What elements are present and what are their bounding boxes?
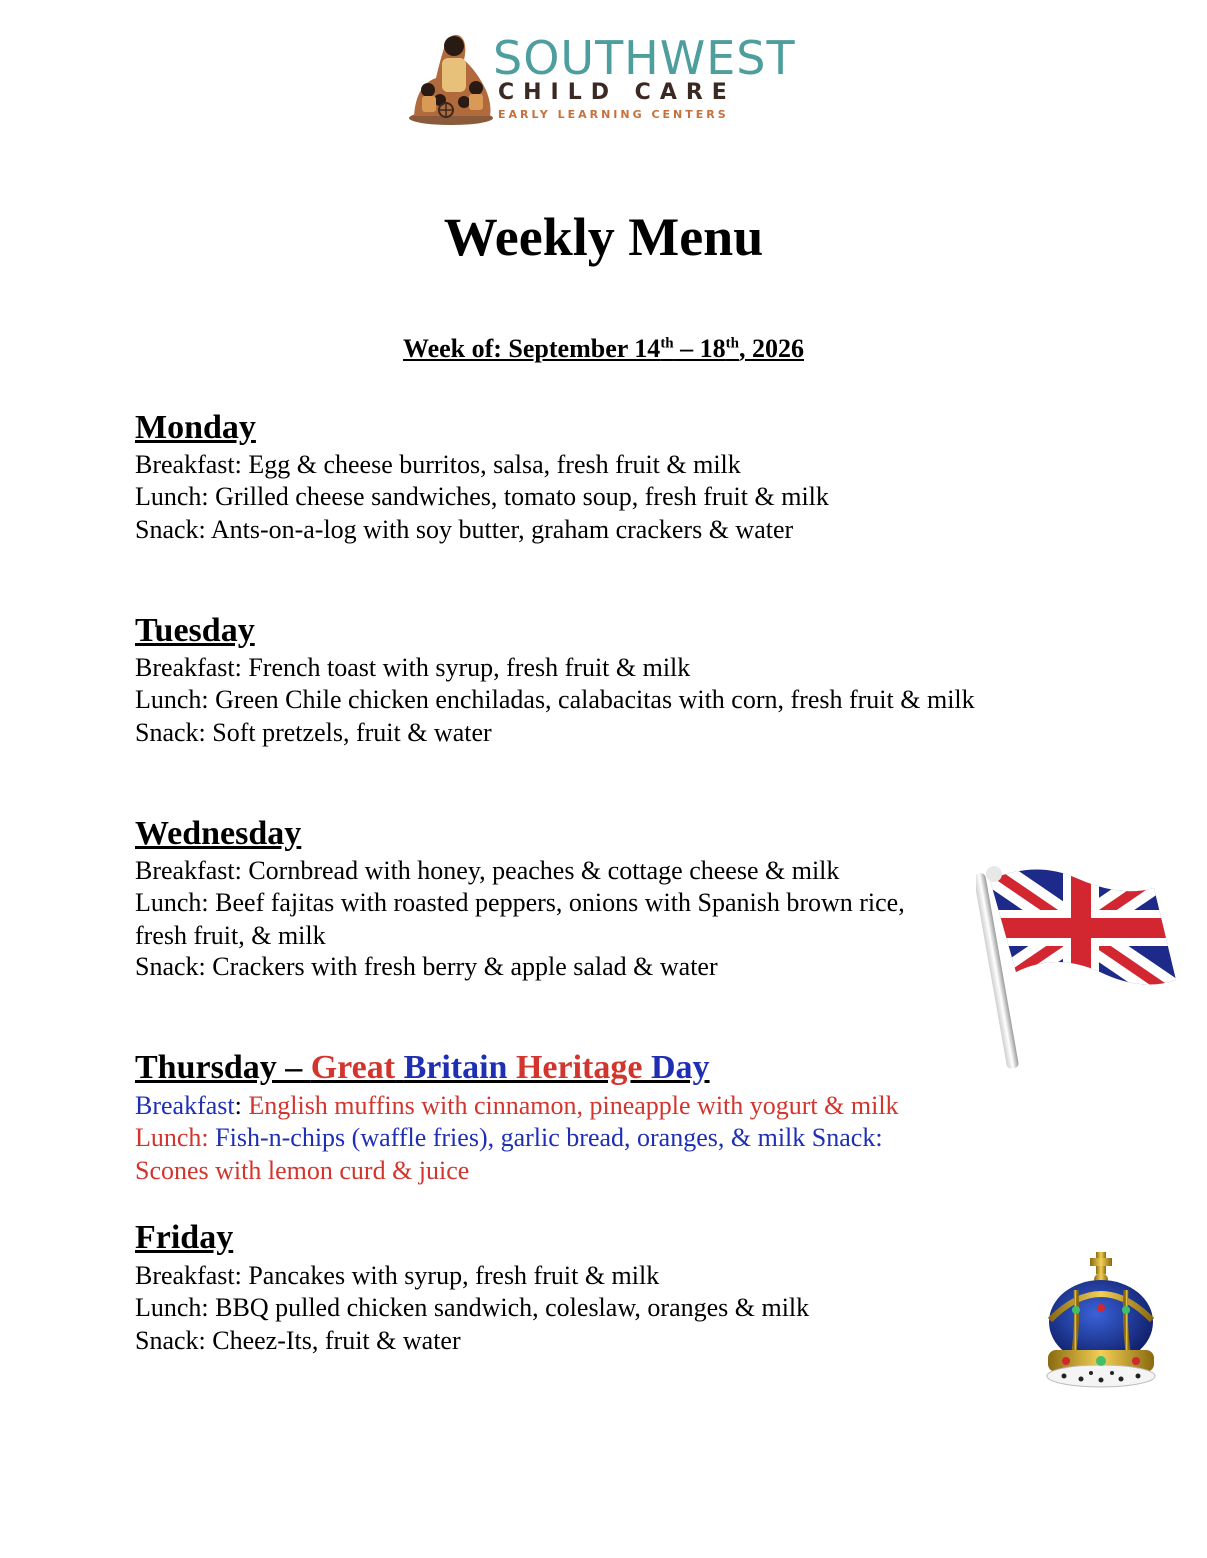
- thursday-breakfast-label: Breakfast: [135, 1091, 235, 1120]
- friday-breakfast: Breakfast: Pancakes with syrup, fresh fruit & milk: [135, 1261, 660, 1290]
- friday-heading: Friday: [135, 1219, 234, 1256]
- logo-figure-icon: [406, 30, 496, 126]
- union-jack-flag-icon: [976, 860, 1181, 1070]
- thursday-lunch-text: Fish-n-chips (waffle fries), garlic bread, oranges, & milk Snack:: [215, 1123, 883, 1152]
- week-middle: – 18: [673, 334, 726, 363]
- thursday-lunch: [135, 1122, 883, 1155]
- logo-line-1: SOUTHWEST: [493, 31, 796, 85]
- week-suffix: , 2026: [739, 334, 804, 363]
- week-range: [0, 331, 1207, 367]
- tuesday-snack: Snack: Soft pretzels, fruit & water: [135, 718, 492, 747]
- week-sup-1: th: [660, 335, 674, 352]
- royal-crown-icon: [1036, 1250, 1166, 1390]
- thursday-heading-heritage: Heritage: [515, 1049, 643, 1086]
- thursday-snack: Scones with lemon curd & juice: [135, 1156, 470, 1185]
- thursday-heading-day: Day: [650, 1049, 710, 1086]
- wednesday-snack: Snack: Crackers with fresh berry & apple salad & water: [135, 952, 718, 981]
- thursday-breakfast: [135, 1090, 899, 1123]
- wednesday-breakfast: Breakfast: Cornbread with honey, peaches & cottage cheese & milk: [135, 856, 840, 885]
- logo-line-3: EARLY LEARNING CENTERS: [498, 108, 729, 121]
- thursday-heading-prefix: Thursday –: [135, 1049, 311, 1086]
- week-prefix: Week of: September 14: [403, 334, 661, 363]
- week-sup-2: th: [725, 335, 739, 352]
- monday-lunch: Lunch: Grilled cheese sandwiches, tomato soup, fresh fruit & milk: [135, 482, 829, 511]
- monday-snack: Snack: Ants-on-a-log with soy butter, graham crackers & water: [135, 515, 794, 544]
- wednesday-lunch-line-1: Lunch: Beef fajitas with roasted peppers, onions with Spanish brown rice,: [135, 888, 905, 917]
- tuesday-breakfast: Breakfast: French toast with syrup, fresh fruit & milk: [135, 653, 691, 682]
- friday-lunch: Lunch: BBQ pulled chicken sandwich, coleslaw, oranges & milk: [135, 1293, 810, 1322]
- thursday-breakfast-text: English muffins with cinnamon, pineapple with yogurt & milk: [241, 1091, 899, 1120]
- tuesday-lunch: Lunch: Green Chile chicken enchiladas, calabacitas with corn, fresh fruit & milk: [135, 685, 975, 714]
- thursday-heading-great: Great: [310, 1049, 396, 1086]
- thursday-heading-britain: Britain: [403, 1049, 508, 1086]
- friday-snack: Snack: Cheez-Its, fruit & water: [135, 1326, 461, 1355]
- logo-line-2: CHILD CARE: [498, 80, 736, 105]
- monday-breakfast: Breakfast: Egg & cheese burritos, salsa, fresh fruit & milk: [135, 450, 741, 479]
- monday-heading: Monday: [135, 409, 256, 446]
- wednesday-heading: Wednesday: [135, 815, 302, 852]
- page-title: Weekly Menu: [443, 207, 764, 267]
- wednesday-lunch-line-2: fresh fruit, & milk: [135, 921, 326, 950]
- tuesday-heading: Tuesday: [135, 612, 255, 649]
- thursday-lunch-label: Lunch:: [135, 1123, 216, 1152]
- thursday-heading: [135, 1048, 710, 1088]
- thursday-breakfast-colon: :: [234, 1091, 242, 1120]
